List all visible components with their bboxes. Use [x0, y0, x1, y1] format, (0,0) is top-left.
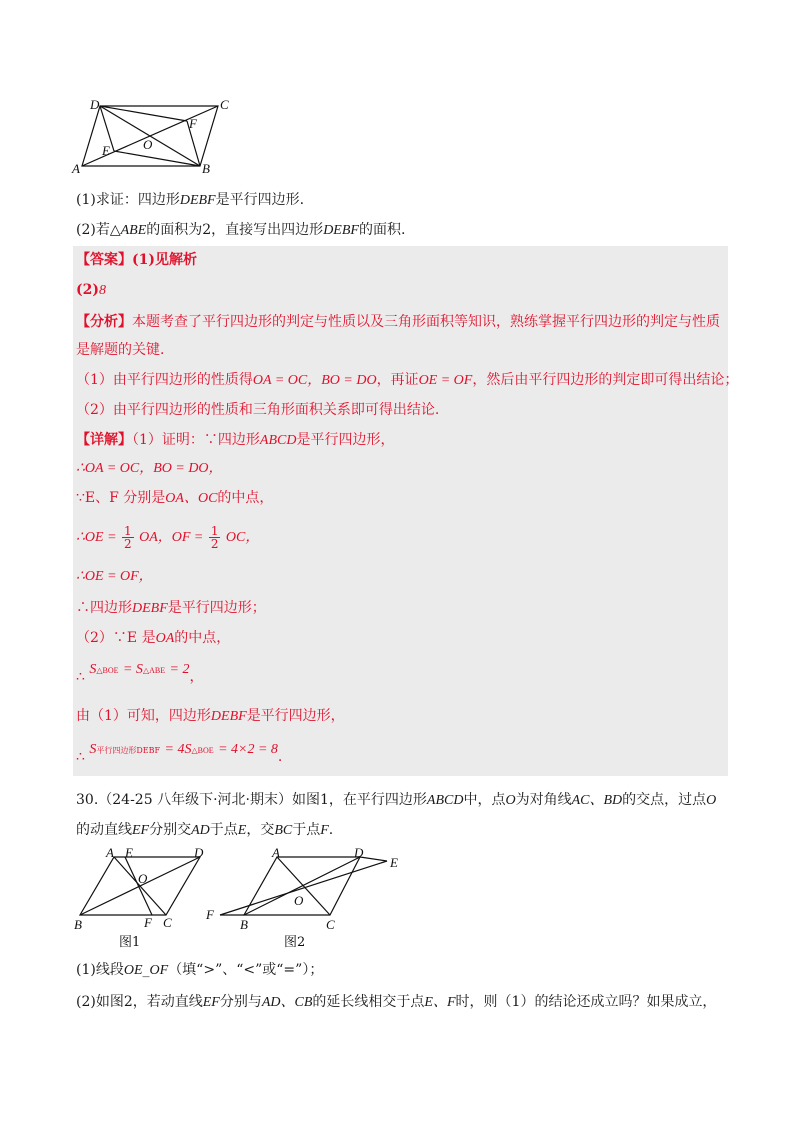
detail-line-6: ∴四边形DEBF是平行四边形； [76, 600, 266, 616]
question-30-line-2: 的动直线EF分别交AD于点E，交BC于点F. [76, 822, 334, 838]
fig2-label-C: C [326, 917, 335, 932]
detail-line-8: ∴ S△BOE = S△ABE = 2， [76, 662, 204, 685]
fig2-label-O: O [294, 893, 304, 908]
fig1-label-E: E [125, 845, 133, 860]
detail-line-5: ∴OE = OF， [76, 569, 153, 584]
figure-2 [202, 845, 407, 950]
label-A: A [72, 161, 80, 176]
fig2-caption: 图2 [284, 935, 306, 950]
detail-line-3: ∵E、F 分别是OA、OC的中点， [76, 490, 274, 506]
detail-line-7: （2）∵E 是OA的中点， [76, 630, 231, 646]
fig2-label-A: A [272, 845, 280, 860]
figure-1 [70, 845, 220, 950]
analysis-line-4: （2）由平行四边形的性质和三角形面积关系即可得出结论. [76, 402, 440, 418]
figure-parallelogram-debf [70, 96, 240, 176]
analysis-line-1: 【分析】本题考查了平行四边形的判定与性质以及三角形面积等知识，熟练掌握平行四边形的判定与性质 [76, 314, 720, 330]
fig2-label-E: E [390, 855, 398, 870]
detail-line-9: 由（1）可知，四边形DEBF是平行四边形， [76, 708, 345, 724]
question-30-line-1: 30.（24-25 八年级下·河北·期末）如图1，在平行四边形ABCD中，点O为对角线AC、BD的交点，过点O [76, 792, 717, 808]
fig1-label-O: O [138, 871, 148, 886]
fig1-label-A: A [106, 845, 114, 860]
answer-line-1: 【答案】(1)见解析 [76, 252, 197, 268]
question-2: (2)若△ABE的面积为2，直接写出四边形DEBF的面积. [76, 222, 406, 238]
label-B: B [202, 161, 210, 176]
answer-line-2: (2)8 [76, 282, 106, 298]
analysis-line-3: （1）由平行四边形的性质得OA = OC，BO = DO，再证OE = OF，然后由平行四边形的判定即可得出结论； [76, 372, 739, 388]
fig1-label-B: B [74, 917, 82, 932]
label-F: F [189, 116, 197, 131]
question-30-part-2: (2)如图2，若动直线EF分别与AD、CB的延长线相交于点E、F时，则（1）的结论还成立吗？如果成立， [76, 994, 717, 1010]
analysis-line-2: 是解题的关键. [76, 342, 165, 358]
fig1-label-D: D [194, 845, 204, 860]
fig2-label-D: D [354, 845, 364, 860]
detail-line-1: 【详解】（1）证明：∵四边形ABCD是平行四边形， [76, 432, 395, 448]
question-30-part-1: (1)线段OE_OF（填“>”、“<”或“=”）； [76, 962, 324, 978]
detail-line-10: ∴ S平行四边形DEBF = 4S△BOE = 4×2 = 8. [76, 742, 283, 765]
label-O: O [143, 137, 153, 152]
fig1-label-F: F [144, 915, 152, 930]
label-E: E [102, 143, 110, 158]
label-C: C [220, 97, 229, 112]
label-D: D [90, 97, 100, 112]
fig2-label-F: F [206, 907, 214, 922]
question-1: (1)求证：四边形DEBF是平行四边形. [76, 192, 305, 208]
fig1-label-C: C [163, 915, 172, 930]
fig1-caption: 图1 [119, 935, 141, 950]
detail-line-2: ∴OA = OC，BO = DO， [76, 461, 223, 476]
fig2-label-B: B [240, 917, 248, 932]
detail-line-4: ∴OE = $\frac{1}{2}$ OA，OF = $\frac{1}{2}$ OC， [76, 523, 260, 551]
